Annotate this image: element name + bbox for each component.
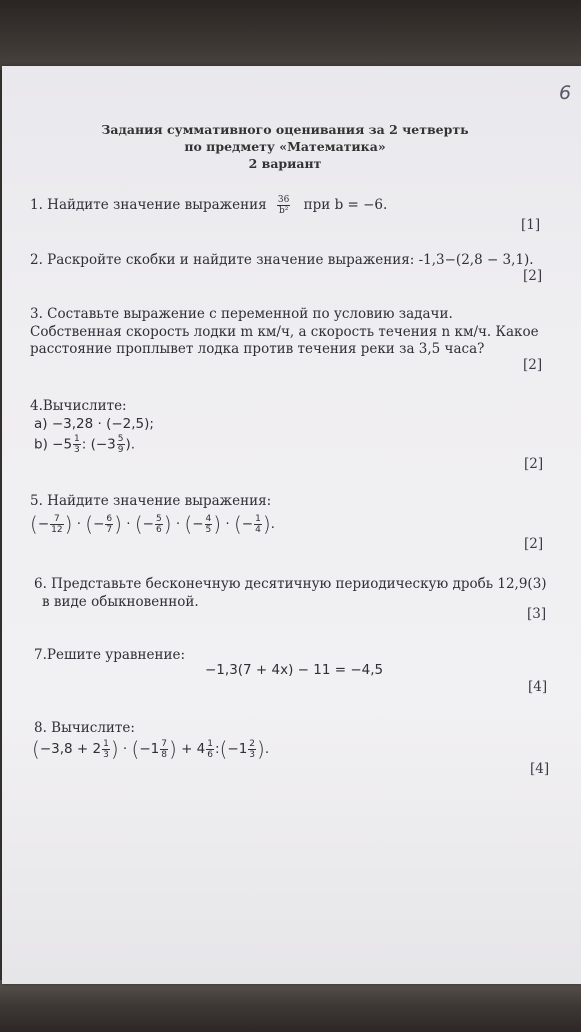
question-6-line-1: 6. Представьте бесконечную десятичную периодическую дробь 12,9(3): [34, 576, 547, 592]
question-3-line-1: 3. Составьте выражение с переменной по условию задачи.: [30, 306, 453, 322]
question-7-title: 7.Решите уравнение:: [34, 647, 186, 663]
question-4-b-mid: : (−3: [81, 436, 116, 453]
question-7-equation: −1,3(7 + 4x) − 11 = −4,5: [205, 662, 384, 678]
question-1-condition: при b = −6.: [303, 197, 388, 213]
q5-term-1: (− $\frac{7}{12}$ ): [30, 512, 73, 536]
question-8-score: [4]: [530, 761, 550, 777]
page-number: 6: [559, 82, 572, 104]
question-1-text: 1. Найдите значение выражения: [30, 197, 267, 213]
q5-term-5: (− $\frac{1}{4}$ ): [233, 512, 271, 536]
question-4-title: 4.Вычислите:: [30, 398, 127, 414]
question-4-score: [2]: [524, 456, 544, 472]
background-top: [0, 0, 581, 70]
question-5-expression: (− $\frac{7}{12}$ ) · (− $\frac{6}{7}$ ) · (− $\frac{5}{6}$ ) · (− $\frac{4}{5}$ ) · (− $\frac{1}{4}$ ).: [30, 512, 275, 536]
question-7-score: [4]: [528, 679, 548, 695]
question-5-score: [2]: [524, 536, 544, 552]
header-variant: 2 вариант: [248, 156, 322, 171]
q5-term-4: (− $\frac{4}{5}$ ): [184, 512, 222, 536]
fraction-denominator: b²: [278, 206, 289, 216]
question-3-score: [2]: [523, 357, 543, 373]
header-line-2: по предмету «Математика»: [184, 139, 386, 154]
question-4-a: a) −3,28 · (−2,5);: [34, 416, 154, 432]
question-4-b-prefix: b) −5: [34, 436, 73, 453]
question-2-text: 2. Раскройте скобки и найдите значение выражения: -1,3−(2,8 − 3,1).: [30, 252, 534, 268]
question-4-b-fraction-1: $\frac{1}{3}$: [74, 434, 80, 455]
question-2-score: [2]: [523, 268, 543, 284]
question-4-b-fraction-2: $\frac{5}{9}$: [117, 434, 124, 455]
background-bottom: [0, 980, 581, 1032]
question-3-line-3: расстояние проплывет лодка против течения реки за 3,5 часа?: [30, 341, 485, 357]
question-1-fraction: [277, 195, 290, 216]
question-1: [30, 195, 387, 216]
fraction-numerator: 36: [277, 195, 290, 205]
question-8-expression: (−3,8 + 2 $\frac{1}{3}$ ) · (−1 $\frac{7}{8}$ ) + 4 $\frac{1}{6}$ :(−1 $\frac{2}{3}$ ).: [32, 737, 270, 761]
question-3-line-2: Собственная скорость лодки m км/ч, а скорость течения n км/ч. Какое: [30, 324, 539, 340]
question-8-title: 8. Вычислите:: [34, 720, 135, 736]
question-6-score: [3]: [527, 606, 547, 622]
question-6-line-2: в виде обыкновенной.: [42, 594, 199, 610]
question-5-title: 5. Найдите значение выражения:: [30, 493, 272, 509]
question-1-score: [1]: [521, 217, 541, 233]
question-4-b: b) −5 $\frac{1}{3}$ : (−3 $\frac{5}{9}$ ).: [34, 434, 136, 455]
q5-term-2: (− $\frac{6}{7}$ ): [85, 512, 122, 536]
header-line-1: Задания суммативного оценивания за 2 четверть: [101, 122, 469, 137]
q5-term-3: (− $\frac{5}{6}$ ): [134, 512, 172, 536]
